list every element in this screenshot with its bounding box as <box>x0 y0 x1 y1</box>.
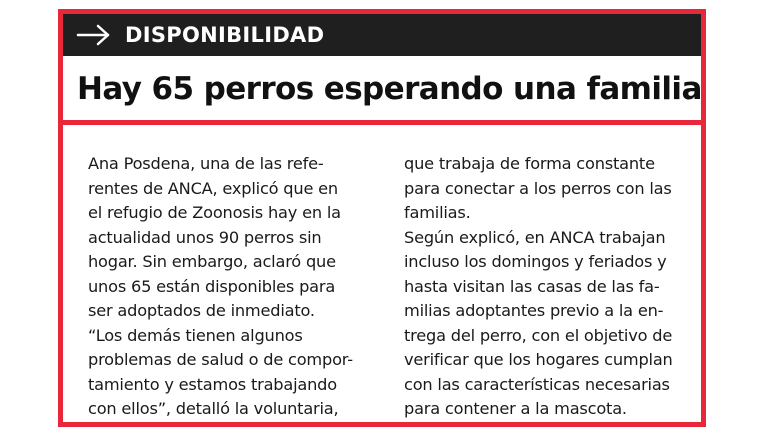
body-line: Ana Posdena, una de las refe- <box>88 154 324 173</box>
body-line: con las características necesarias <box>404 374 670 394</box>
body-line: “Los demás tienen algunos <box>88 325 303 345</box>
headline: Hay 65 perros esperando una familia <box>77 71 702 107</box>
body-line: hogar. Sin embargo, aclaró que <box>88 252 336 271</box>
body-line: el refugio de Zoonosis hay en la <box>88 203 341 222</box>
arrow-right-icon <box>76 23 112 47</box>
body-line: tamiento y estamos trabajando <box>88 374 337 394</box>
section-divider <box>63 120 701 125</box>
body-line: que trabaja de forma constante <box>404 154 655 173</box>
body-line: unos 65 están disponibles para <box>88 276 336 296</box>
body-line: verificar que los hogares cumplan <box>404 350 673 369</box>
section-kicker: DISPONIBILIDAD <box>125 23 325 47</box>
body-column-right <box>404 152 673 422</box>
body-line: incluso los domingos y feriados y <box>404 252 667 271</box>
body-line: problemas de salud o de compor- <box>88 350 353 369</box>
body-line: hasta visitan las casas de las fa- <box>404 276 660 296</box>
article-frame <box>58 9 706 427</box>
body-line: para conectar a los perros con las <box>404 178 672 198</box>
body-line: actualidad unos 90 perros sin <box>88 227 322 247</box>
body-line: rentes de ANCA, explicó que en <box>88 178 338 198</box>
body-line: con ellos”, detalló la voluntaria, <box>88 399 339 418</box>
body-column-left <box>88 152 353 422</box>
body-line: trega del perro, con el objetivo de <box>404 325 673 345</box>
body-line: Según explicó, en ANCA trabajan <box>404 227 666 247</box>
body-line: familias. <box>404 203 471 222</box>
body-line: para contener a la mascota. <box>404 399 627 418</box>
body-line: milias adoptantes previo a la en- <box>404 301 664 320</box>
body-line: ser adoptados de inmediato. <box>88 301 315 320</box>
kicker-bar <box>63 14 701 56</box>
